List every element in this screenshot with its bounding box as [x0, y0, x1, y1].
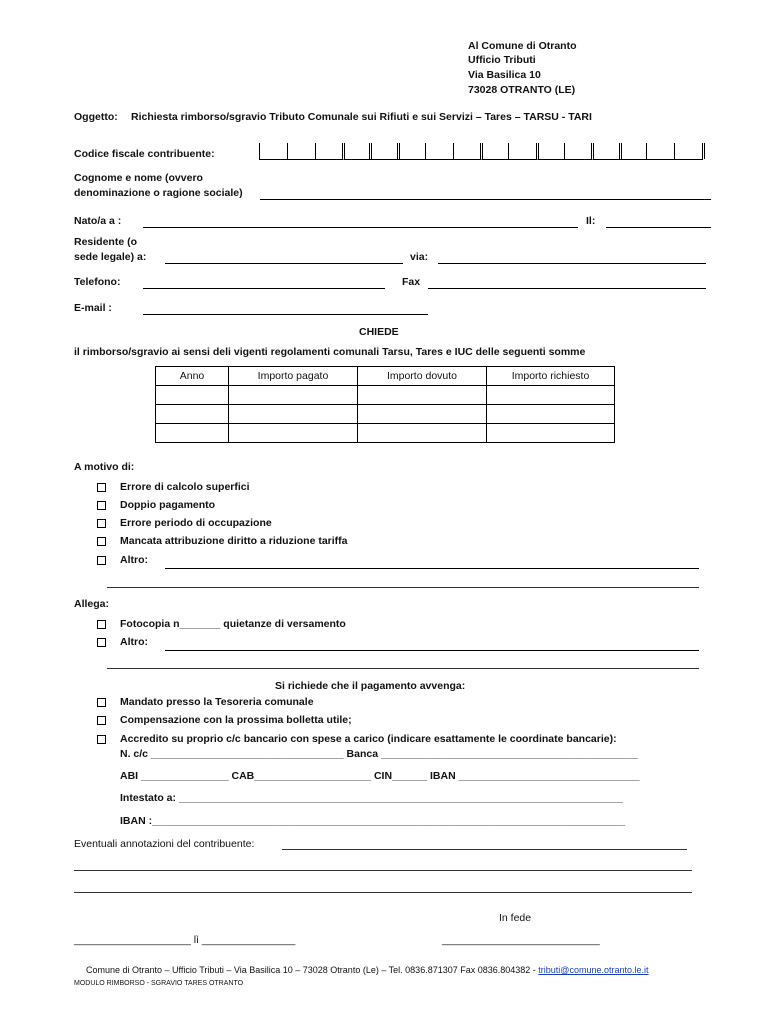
payment-option-tesoreria: Mandato presso la Tesoreria comunale [120, 696, 314, 708]
table-cell[interactable] [358, 405, 487, 424]
motivo-option-riduzione: Mancata attribuzione diritto a riduzione tariffa [120, 535, 348, 547]
header-importo-richiesto: Importo richiesto [487, 367, 615, 386]
table-cell[interactable] [358, 386, 487, 405]
motivo-checkbox-calcolo[interactable] [97, 483, 106, 492]
place-date-field[interactable]: ____________________ lì ________________ [74, 934, 296, 946]
motivo-label: A motivo di: [74, 461, 135, 473]
header-importo-dovuto: Importo dovuto [358, 367, 487, 386]
cognome-label-2: denominazione o ragione sociale) [74, 187, 243, 199]
table-row [156, 424, 615, 443]
nato-label: Nato/a a : [74, 215, 122, 227]
fax-label: Fax [402, 276, 421, 288]
motivo-option-altro: Altro: [120, 554, 148, 566]
amounts-table [155, 366, 615, 443]
iban-line[interactable]: IBAN :_________________________________________________________________________________ [120, 815, 626, 827]
allega-altro-field[interactable] [165, 650, 699, 651]
table-cell[interactable] [229, 386, 358, 405]
il-label: Il: [586, 215, 596, 227]
footer-text [86, 965, 649, 975]
payment-option-accredito: Accredito su proprio c/c bancario con spese a carico (indicare esattamente le coordinate bancarie): [120, 733, 617, 745]
cognome-label-1: Cognome e nome (ovvero [74, 172, 203, 184]
footer-address: Comune di Otranto – Ufficio Tributi – Via Basilica 10 – 73028 Otranto (Le) – Tel. 0836.871307 Fax 0836.804382 - [86, 965, 539, 975]
residente-label-1: Residente (o [74, 236, 138, 248]
in-fede-label: In fede [499, 912, 532, 924]
email-label: E-mail : [74, 302, 112, 314]
residente-label-2: sede legale) a: [74, 251, 147, 263]
allega-checkbox-altro[interactable] [97, 638, 106, 647]
fax-field[interactable] [428, 288, 706, 289]
nato-field[interactable] [143, 227, 578, 228]
table-cell[interactable] [487, 405, 615, 424]
payment-checkbox-accredito[interactable] [97, 735, 106, 744]
conto-banca-line[interactable]: N. c/c _________________________________ Banca ____________________________________________ [120, 748, 638, 760]
allega-checkbox-fotocopia[interactable] [97, 620, 106, 629]
fotocopia-number-field[interactable]: _______ [179, 618, 221, 630]
intestato-line[interactable]: Intestato a: ____________________________________________________________________________ [120, 792, 623, 804]
recipient-line-1: Al Comune di Otranto [468, 40, 577, 52]
subject-text: Richiesta rimborso/sgravio Tributo Comunale sui Rifiuti e sui Servizi – Tares – TARSU - TARI [131, 111, 592, 123]
footer-module-name: MODULO RIMBORSO - SGRAVIO TARES OTRANTO [74, 980, 244, 987]
motivo-checkbox-periodo[interactable] [97, 519, 106, 528]
motivo-altro-field[interactable] [165, 568, 699, 569]
table-cell[interactable] [156, 386, 229, 405]
motivo-option-periodo: Errore periodo di occupazione [120, 517, 272, 529]
table-cell[interactable] [487, 386, 615, 405]
codice-fiscale-label: Codice fiscale contribuente: [74, 148, 215, 160]
allega-label: Allega: [74, 598, 110, 610]
annotations-field-1[interactable] [282, 849, 687, 850]
payment-option-compensazione: Compensazione con la prossima bolletta utile; [120, 714, 352, 726]
email-field[interactable] [143, 314, 428, 315]
header-anno: Anno [156, 367, 229, 386]
recipient-line-4: 73028 OTRANTO (LE) [468, 84, 576, 96]
telefono-label: Telefono: [74, 276, 121, 288]
motivo-checkbox-riduzione[interactable] [97, 537, 106, 546]
motivo-option-doppio: Doppio pagamento [120, 499, 216, 511]
motivo-checkbox-altro[interactable] [97, 556, 106, 565]
footer-email-link[interactable]: tributi@comune.otranto.le.it [538, 965, 649, 975]
table-header-row [156, 367, 615, 386]
table-row [156, 386, 615, 405]
table-cell[interactable] [358, 424, 487, 443]
table-cell[interactable] [229, 405, 358, 424]
annotations-field-3[interactable] [74, 892, 692, 893]
via-field[interactable] [438, 263, 706, 264]
recipient-line-3: Via Basilica 10 [468, 69, 541, 81]
motivo-checkbox-doppio[interactable] [97, 501, 106, 510]
chiede-heading: CHIEDE [359, 326, 399, 338]
date-field[interactable] [606, 227, 711, 228]
residente-field[interactable] [165, 263, 403, 264]
annotations-label: Eventuali annotazioni del contribuente: [74, 838, 255, 850]
subject-label: Oggetto: [74, 111, 118, 123]
table-cell[interactable] [156, 424, 229, 443]
via-label: via: [410, 251, 429, 263]
motivo-altro-field-2[interactable] [107, 587, 699, 588]
table-row [156, 405, 615, 424]
request-text: il rimborso/sgravio ai sensi deli vigenti regolamenti comunali Tarsu, Tares e IUC delle seguenti somme [74, 346, 586, 358]
motivo-option-calcolo: Errore di calcolo superfici [120, 481, 250, 493]
payment-checkbox-tesoreria[interactable] [97, 698, 106, 707]
allega-altro-field-2[interactable] [107, 668, 699, 669]
annotations-field-2[interactable] [74, 870, 692, 871]
signature-field[interactable]: ___________________________ [442, 934, 600, 946]
payment-heading: Si richiede che il pagamento avvenga: [275, 680, 466, 692]
payment-checkbox-compensazione[interactable] [97, 716, 106, 725]
fotocopia-label: Fotocopia n [120, 618, 180, 630]
abi-cab-cin-iban-line[interactable]: ABI _______________ CAB____________________ CIN______ IBAN _______________________________ [120, 770, 640, 782]
allega-option-altro: Altro: [120, 636, 148, 648]
cognome-field[interactable] [260, 199, 711, 200]
header-importo-pagato: Importo pagato [229, 367, 358, 386]
recipient-line-2: Ufficio Tributi [468, 54, 536, 66]
table-cell[interactable] [229, 424, 358, 443]
allega-option-fotocopia [120, 618, 346, 630]
telefono-field[interactable] [143, 288, 385, 289]
fotocopia-suffix: quietanze di versamento [220, 618, 346, 630]
table-cell[interactable] [487, 424, 615, 443]
table-cell[interactable] [156, 405, 229, 424]
